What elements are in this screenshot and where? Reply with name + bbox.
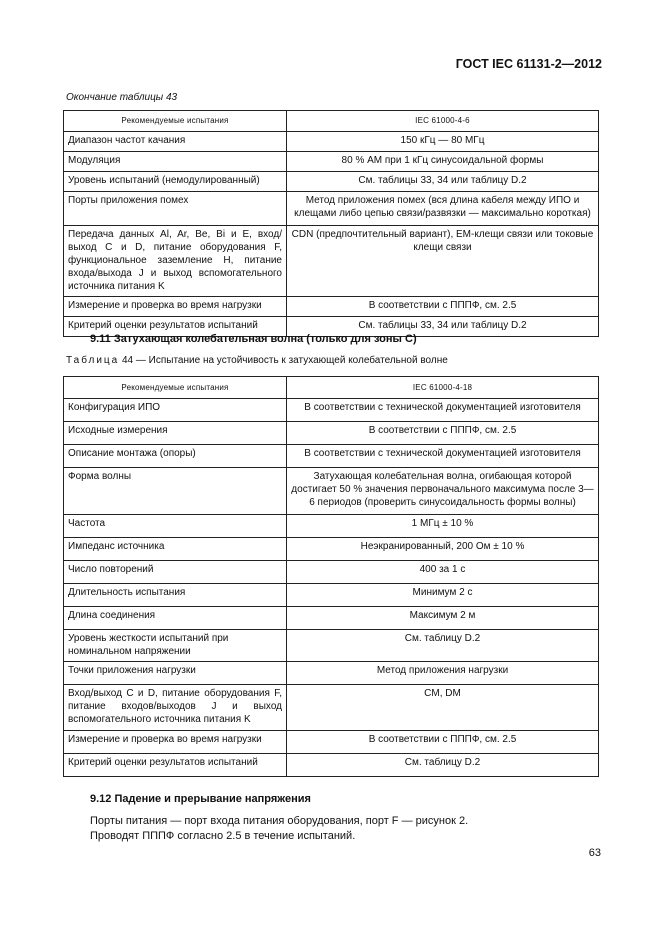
table-cell: В соответствии с технической документацией изготовителя [287,399,599,422]
table-cell: Порты приложения помех [64,192,287,226]
table-row [64,754,599,777]
table-cell: В соответствии с ПППФ, см. 2.5 [287,731,599,754]
table-cell: Точки приложения нагрузки [64,662,287,685]
table-cell: Критерий оценки результатов испытаний [64,317,287,337]
table-cell: Число повторений [64,561,287,584]
table-row [64,399,599,422]
table-cell: См. таблицы 33, 34 или таблицу D.2 [287,172,599,192]
table-row [64,445,599,468]
table-cell: Максимум 2 м [287,607,599,630]
document-id: ГОСТ IEC 61131-2—2012 [455,57,602,71]
table-cell: Затухающая колебательная волна, огибающая которой достигает 50 % значения первоначального максимума после 3—6 периодов (проверить синусоидальность формы волны) [287,468,599,515]
table-cell: Исходные измерения [64,422,287,445]
table-cell: Импеданс источника [64,538,287,561]
table-row [64,515,599,538]
section-9-11-title: 9.11 Затухающая колебательная волна (только для зоны C) [90,333,417,345]
table-cell: 400 за 1 с [287,561,599,584]
table-cell: Уровень испытаний (немодулированный) [64,172,287,192]
table-row [64,731,599,754]
table-cell: Частота [64,515,287,538]
table-cell: Описание монтажа (опоры) [64,445,287,468]
table-row [64,422,599,445]
table-row [64,607,599,630]
table-row [64,132,599,152]
table-44 [63,376,599,777]
table-cell: 80 % АМ при 1 кГц синусоидальной формы [287,152,599,172]
table-cell: Измерение и проверка во время нагрузки [64,297,287,317]
table-cell: Метод приложения помех (вся длина кабеля между ИПО и клещами либо цепью связи/развязки — максимально короткая) [287,192,599,226]
table-cell: CDN (предпочтительный вариант), ЕМ-клещи связи или токовые клещи связи [287,226,599,297]
table-row [64,297,599,317]
table-cell: Метод приложения нагрузки [287,662,599,685]
table-cell: CM, DM [287,685,599,731]
table-cell: Минимум 2 с [287,584,599,607]
table-cell: В соответствии с ПППФ, см. 2.5 [287,422,599,445]
table-row [64,662,599,685]
column-header: IEC 61000-4-6 [287,111,599,132]
table-cell: Длительность испытания [64,584,287,607]
table-row [64,561,599,584]
table-44-caption-label: Таблица [66,355,120,366]
table-row [64,172,599,192]
paragraph: Порты питания — порт входа питания оборудования, порт F — рисунок 2. [90,815,469,827]
table-cell: Длина соединения [64,607,287,630]
table-cell: Форма волны [64,468,287,515]
table-row [64,538,599,561]
table-cell: Неэкранированный, 200 Ом ± 10 % [287,538,599,561]
table-cell: В соответствии с технической документацией изготовителя [287,445,599,468]
table-header-row [64,377,599,399]
page-number: 63 [588,847,601,859]
table-44-caption [66,355,448,366]
table-cell: См. таблицы 33, 34 или таблицу D.2 [287,317,599,337]
table-cell: Модуляция [64,152,287,172]
table-43-caption: Окончание таблицы 43 [66,92,178,103]
table-cell: Вход/выход C и D, питание оборудования F, питание входов/выходов J и выход вспомогательного источника питания K [64,685,287,731]
table-cell: Критерий оценки результатов испытаний [64,754,287,777]
table-row [64,685,599,731]
table-header-row [64,111,599,132]
table-cell: Уровень жесткости испытаний при номинальном напряжении [64,630,287,662]
table-cell: В соответствии с ПППФ, см. 2.5 [287,297,599,317]
table-cell: Конфигурация ИПО [64,399,287,422]
table-row [64,152,599,172]
table-cell: Передача данных Al, Ar, Be, Bi и E, вход/выход C и D, питание оборудования F, функциональное заземление H, питание входа/выхода J и выход вспомогательного источника питания K [64,226,287,297]
table-cell: Диапазон частот качания [64,132,287,152]
column-header: IEC 61000-4-18 [287,377,599,399]
table-cell: См. таблицу D.2 [287,630,599,662]
table-row [64,584,599,607]
table-cell: 150 кГц — 80 МГц [287,132,599,152]
table-44-caption-text: 44 — Испытание на устойчивость к затухающей колебательной волне [119,355,448,366]
table-row [64,468,599,515]
table-row [64,192,599,226]
table-cell: Измерение и проверка во время нагрузки [64,731,287,754]
table-cell: 1 МГц ± 10 % [287,515,599,538]
paragraph: Проводят ПППФ согласно 2.5 в течение испытаний. [90,830,356,842]
column-header: Рекомендуемые испытания [64,111,287,132]
table-row [64,226,599,297]
table-cell: См. таблицу D.2 [287,754,599,777]
table-row [64,630,599,662]
table-43 [63,110,599,337]
section-9-12-title: 9.12 Падение и прерывание напряжения [90,793,311,805]
column-header: Рекомендуемые испытания [64,377,287,399]
